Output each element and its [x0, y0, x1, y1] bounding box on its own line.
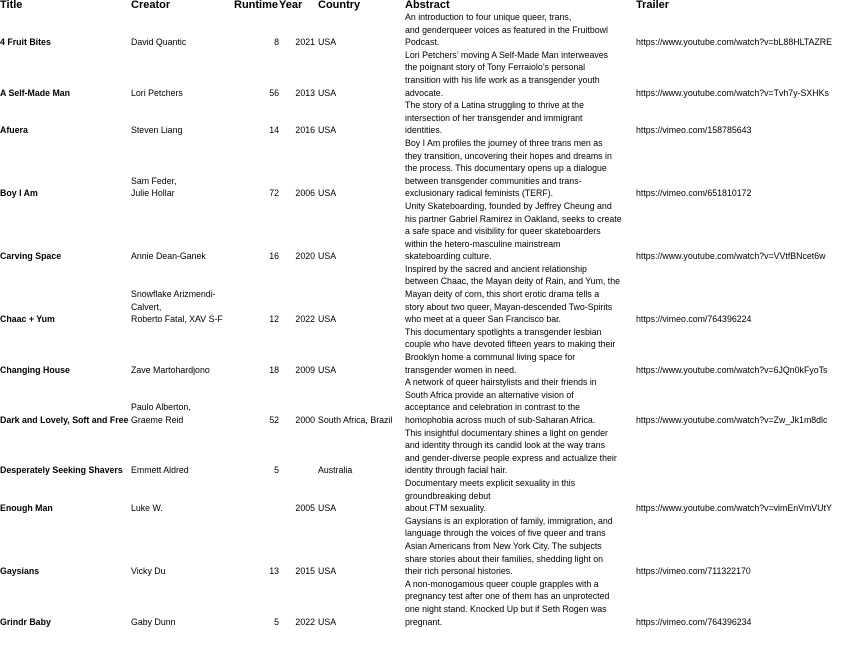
cell-title: Boy I Am [0, 188, 38, 199]
cell-runtime: 5 [274, 616, 279, 627]
column-header-year[interactable]: Year [279, 0, 303, 11]
table-row [0, 49, 850, 99]
table-row [0, 200, 850, 263]
column-header-trailer[interactable]: Trailer [636, 0, 670, 11]
cell-title: Afuera [0, 125, 28, 136]
cell-creator: Luke W. [131, 503, 163, 514]
cell-trailer[interactable]: https://www.youtube.com/watch?v=Tvh7y-SXHKs [636, 87, 829, 98]
cell-abstract: Unity Skateboarding, founded by Jeffrey Cheung and his partner Gabriel Ramirez in Oakland, seeks to create a safe space and visibility for queer skateboarders within the hetero-masculine mainstream skateboarding culture. [405, 200, 622, 262]
column-header-runtime[interactable]: Runtime [234, 0, 278, 11]
cell-runtime: 14 [269, 125, 279, 136]
table-row [0, 578, 850, 628]
cell-runtime: 72 [269, 188, 279, 199]
cell-trailer[interactable]: https://vimeo.com/711322170 [636, 566, 751, 577]
cell-creator: Lori Petchers [131, 87, 183, 98]
cell-trailer[interactable]: https://www.youtube.com/watch?v=VVtfBNcet6w [636, 251, 826, 262]
cell-trailer[interactable]: https://www.youtube.com/watch?v=vlmEnVmVUtY [636, 503, 832, 514]
cell-runtime [234, 477, 279, 515]
cell-trailer[interactable] [636, 427, 850, 477]
column-header-country[interactable]: Country [318, 0, 361, 11]
cell-abstract: Boy I Am profiles the journey of three trans men as they transition, uncovering their hopes and dreams in the process. This documentary opens up a dialogue between transgender communities and trans- exclusionary radical feminists (TERF). [405, 137, 612, 199]
cell-country: USA [318, 616, 337, 627]
cell-year: 2006 [295, 188, 315, 199]
cell-year: 2020 [295, 251, 315, 262]
cell-country: USA [318, 566, 337, 577]
cell-title: Desperately Seeking Shavers [0, 465, 123, 476]
cell-country: South Africa, Brazil [318, 415, 393, 425]
header-row [0, 0, 850, 11]
table-row [0, 427, 850, 477]
cell-title: Gaysians [0, 566, 40, 577]
cell-year: 2022 [295, 314, 315, 325]
table-row [0, 477, 850, 515]
cell-abstract: Documentary meets explicit sexuality in this groundbreaking debut about FTM sexuality. [405, 477, 576, 514]
cell-title: Changing House [0, 364, 70, 375]
cell-trailer[interactable]: https://vimeo.com/651810172 [636, 188, 752, 199]
cell-abstract: A network of queer hairstylists and their friends in South Africa provide an alternative vision of acceptance and celebration in contrast to the homophobia across much of sub-Saharan Africa. [405, 377, 597, 425]
table-row [0, 99, 850, 137]
cell-runtime: 16 [269, 251, 279, 262]
cell-abstract: An introduction to four unique queer, trans, and genderqueer voices as featured in the Fruitbowl Podcast. [405, 12, 608, 48]
cell-year: 2022 [295, 616, 315, 627]
cell-title: Chaac + Yum [0, 314, 55, 325]
cell-year: 2009 [295, 364, 315, 375]
cell-creator: Snowflake Arizmendi- Calvert, Roberto Fatal, XAV S-F [131, 289, 223, 325]
cell-year [279, 427, 318, 477]
cell-runtime: 52 [269, 415, 279, 425]
cell-abstract: This documentary spotlights a transgender lesbian couple who have devoted fifteen years to making their Brooklyn home a communal living space for transgender women in need. [405, 326, 616, 375]
cell-abstract: Inspired by the sacred and ancient relationship between Chaac, the Mayan deity of Rain, and Yum, the Mayan deity of corn, this short erotic drama tells a story about two queer, Mayan-descended Two-Spirits who meet at a queer San Francisco bar. [405, 263, 621, 325]
cell-country: USA [318, 364, 337, 375]
column-header-creator[interactable]: Creator [131, 0, 171, 11]
table-row [0, 326, 850, 376]
cell-year: 2021 [295, 37, 315, 48]
cell-creator: Steven Liang [131, 125, 183, 136]
cell-title: Enough Man [0, 503, 53, 514]
cell-country: USA [318, 125, 337, 136]
table-row [0, 11, 850, 49]
cell-runtime: 56 [269, 87, 279, 98]
cell-abstract: This insightful documentary shines a light on gender and identity through its candid look at the way trans and gender-diverse people express and actualize their identity through facial hair. [405, 427, 617, 476]
cell-title: 4 Fruit Bites [0, 37, 51, 48]
cell-title: Dark and Lovely, Soft and Free [0, 415, 129, 425]
cell-year: 2016 [295, 125, 315, 136]
table-row [0, 137, 850, 200]
cell-country: USA [318, 503, 337, 514]
cell-country: USA [318, 188, 337, 199]
cell-trailer[interactable]: https://www.youtube.com/watch?v=6JQn0kFyoTs [636, 364, 828, 375]
cell-trailer[interactable]: https://www.youtube.com/watch?v=Zw_Jk1m8dlc [636, 415, 828, 425]
cell-creator: Zave Martohardjono [131, 364, 210, 375]
cell-creator: Annie Dean-Ganek [131, 251, 206, 262]
cell-country: Australia [318, 465, 353, 476]
cell-year: 2000 [295, 415, 315, 425]
cell-creator: Sam Feder, Julie Hollar [131, 175, 177, 199]
cell-country: USA [318, 37, 337, 48]
cell-trailer[interactable]: https://vimeo.com/764396224 [636, 314, 752, 325]
cell-year: 2005 [295, 503, 315, 514]
cell-creator: Gaby Dunn [131, 616, 176, 627]
cell-runtime: 5 [274, 465, 279, 476]
cell-creator: Emmett Aldred [131, 465, 189, 476]
table-row [0, 376, 850, 426]
cell-abstract: A non-monogamous queer couple grapples with a pregnancy test after one of them has an unprotected one night stand. Knocked Up but if Seth Rogen was pregnant. [405, 578, 610, 627]
cell-country: USA [318, 87, 337, 98]
cell-abstract: Gaysians is an exploration of family, immigration, and language through the voices of five queer and trans Asian Americans from New York City. The subjects share stories about their families, shedding light on their rich personal histories. [405, 515, 613, 577]
cell-year: 2013 [295, 87, 315, 98]
cell-title: Grindr Baby [0, 616, 51, 627]
cell-runtime: 13 [269, 566, 279, 577]
cell-trailer[interactable]: https://vimeo.com/158785643 [636, 125, 752, 136]
cell-abstract: Lori Petchers’ moving A Self-Made Man interweaves the poignant story of Tony Ferraiolo’s personal transition with his life work as a transgender youth advocate. [405, 49, 609, 98]
cell-runtime: 12 [269, 314, 279, 325]
cell-creator: Paulo Alberton, Graeme Reid [131, 402, 191, 425]
cell-creator: Vicky Du [131, 566, 166, 577]
cell-creator: David Quantic [131, 37, 187, 48]
cell-title: Carving Space [0, 251, 62, 262]
column-header-title[interactable]: Title [0, 0, 23, 11]
cell-abstract: The story of a Latina struggling to thrive at the intersection of her transgender and immigrant identities. [405, 100, 584, 136]
cell-trailer[interactable]: https://www.youtube.com/watch?v=bL88HLTAZRE [636, 37, 832, 48]
table-row [0, 515, 850, 578]
cell-runtime: 18 [269, 364, 279, 375]
cell-country: USA [318, 251, 337, 262]
cell-title: A Self-Made Man [0, 87, 71, 98]
cell-country: USA [318, 314, 337, 325]
column-header-abstract[interactable]: Abstract [405, 0, 450, 11]
cell-runtime: 8 [274, 37, 279, 48]
cell-year: 2015 [295, 566, 315, 577]
cell-trailer[interactable]: https://vimeo.com/764396234 [636, 616, 752, 627]
table-row [0, 263, 850, 326]
